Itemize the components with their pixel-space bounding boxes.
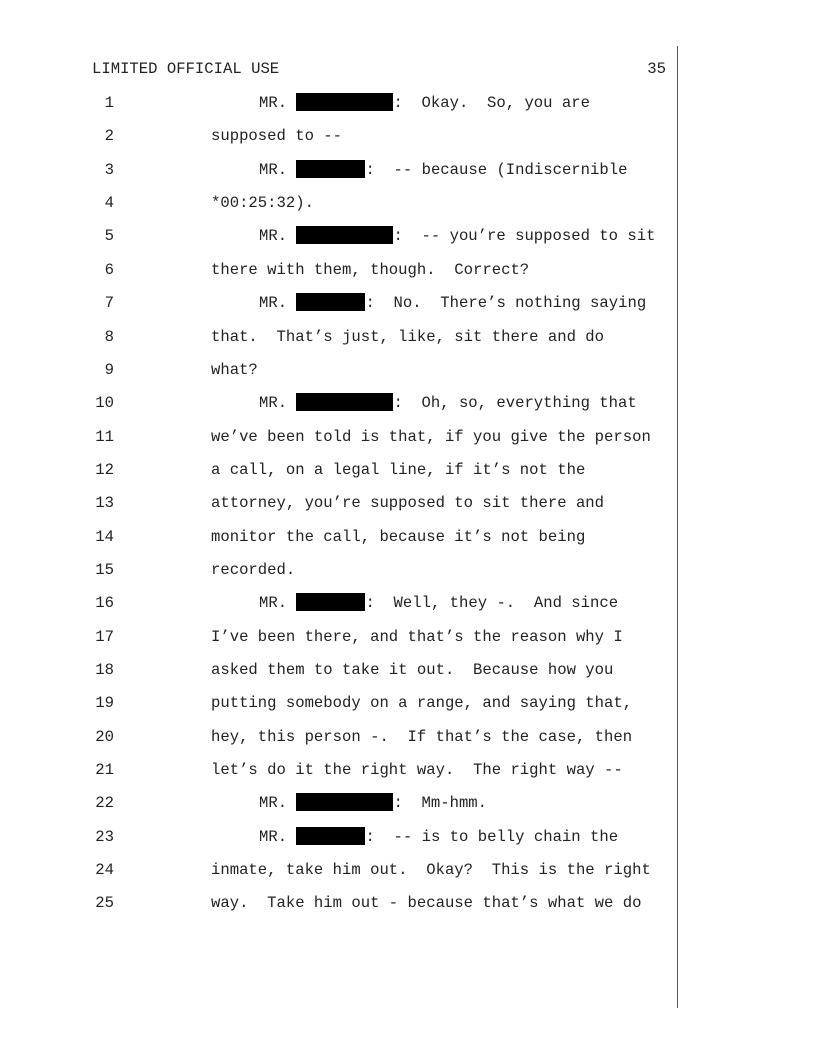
speaker-line [259,160,627,180]
transcript-line [0,760,676,780]
line-text: recorded. [211,560,296,579]
line-number: 11 [95,427,114,446]
line-text: I’ve been there, and that’s the reason why I [211,627,623,646]
redaction-box [296,93,393,111]
line-text: asked them to take it out. Because how you [211,661,614,679]
line-text: what? [211,360,258,379]
line-text: monitor the call, because it’s not being [211,527,586,546]
line-text: supposed to -- [211,127,343,146]
right-margin-rule [677,46,678,1008]
line-number: 22 [95,794,114,813]
redaction-box [296,793,393,811]
speaker-prefix: MR. [259,827,288,846]
speaker-prefix: MR. [259,227,288,246]
speaker-text: : -- because (Indiscernible [365,160,628,179]
redaction-box [296,827,365,845]
transcript-line [0,860,676,880]
transcript-line [0,627,676,647]
transcript-line [0,693,676,713]
speaker-line [259,593,618,613]
transcript-line [0,126,676,146]
line-text: let’s do it the right way. The right way -- [211,761,623,779]
redaction-box [296,293,365,311]
speaker-prefix: MR. [259,794,288,813]
speaker-line [259,226,655,246]
line-text: inmate, take him out. Okay? This is the right [211,861,651,880]
speaker-text: : Well, they -. And since [365,594,619,613]
line-text: way. Take him out - because that’s what we do [211,894,642,913]
transcript-line [0,593,676,613]
line-number: 12 [95,460,114,479]
line-number: 2 [104,127,114,146]
line-number: 18 [95,661,114,679]
transcript-line [0,660,676,680]
line-text: *00:25:32). [211,194,314,213]
transcript-line [0,460,676,480]
line-number: 19 [95,694,114,713]
line-text: attorney, you’re supposed to sit there and [211,494,605,513]
redaction-box [296,393,393,411]
line-number: 20 [95,727,114,746]
line-number: 16 [95,594,114,613]
line-text: there with them, though. Correct? [211,260,530,279]
speaker-line [259,793,487,813]
line-number: 4 [104,194,114,213]
line-number: 1 [104,94,114,112]
transcript-line [0,493,676,513]
line-text: a call, on a legal line, if it’s not the [211,460,586,479]
line-text: hey, this person -. If that’s the case, then [211,727,633,746]
line-number: 24 [95,861,114,880]
line-number: 7 [104,294,114,313]
speaker-text: : No. There’s nothing saying [365,294,647,313]
line-number: 5 [104,227,114,246]
transcript-line [0,293,676,313]
redaction-box [296,226,393,244]
transcript-line [0,93,676,113]
transcript-line [0,193,676,213]
transcript-line [0,893,676,913]
line-text: putting somebody on a range, and saying that, [211,694,633,713]
transcript-line [0,226,676,246]
speaker-text: : -- is to belly chain the [365,827,619,846]
line-number: 6 [104,260,114,279]
page-number: 35 [647,60,666,78]
transcript-line [0,827,676,847]
speaker-line [259,827,618,847]
line-number: 21 [95,761,114,779]
speaker-text: : Okay. So, you are [393,94,590,112]
speaker-prefix: MR. [259,94,288,112]
transcript-line [0,327,676,347]
speaker-line [259,93,590,113]
line-number: 23 [95,827,114,846]
speaker-text: : -- you’re supposed to sit [393,227,656,246]
transcript-line [0,393,676,413]
line-number: 17 [95,627,114,646]
line-number: 13 [95,494,114,513]
line-number: 10 [95,394,114,413]
speaker-text: : Oh, so, everything that [393,394,637,413]
redaction-box [296,593,365,611]
transcript-line [0,427,676,447]
transcript-line [0,527,676,547]
line-number: 9 [104,360,114,379]
speaker-prefix: MR. [259,294,288,313]
speaker-prefix: MR. [259,160,288,179]
transcript-line [0,160,676,180]
speaker-prefix: MR. [259,394,288,413]
transcript-line [0,260,676,280]
speaker-line [259,293,646,313]
speaker-line [259,393,637,413]
speaker-prefix: MR. [259,594,288,613]
line-number: 8 [104,327,114,346]
line-number: 14 [95,527,114,546]
transcript-line [0,560,676,580]
line-text: we’ve been told is that, if you give the person [211,427,651,446]
line-number: 15 [95,560,114,579]
transcript-line [0,727,676,747]
line-text: that. That’s just, like, sit there and do [211,327,605,346]
speaker-text: : Mm-hmm. [393,794,488,813]
redaction-box [296,160,365,178]
line-number: 3 [104,160,114,179]
classification-header: LIMITED OFFICIAL USE [92,60,280,78]
transcript-line [0,793,676,813]
line-number: 25 [95,894,114,913]
transcript-line [0,360,676,380]
